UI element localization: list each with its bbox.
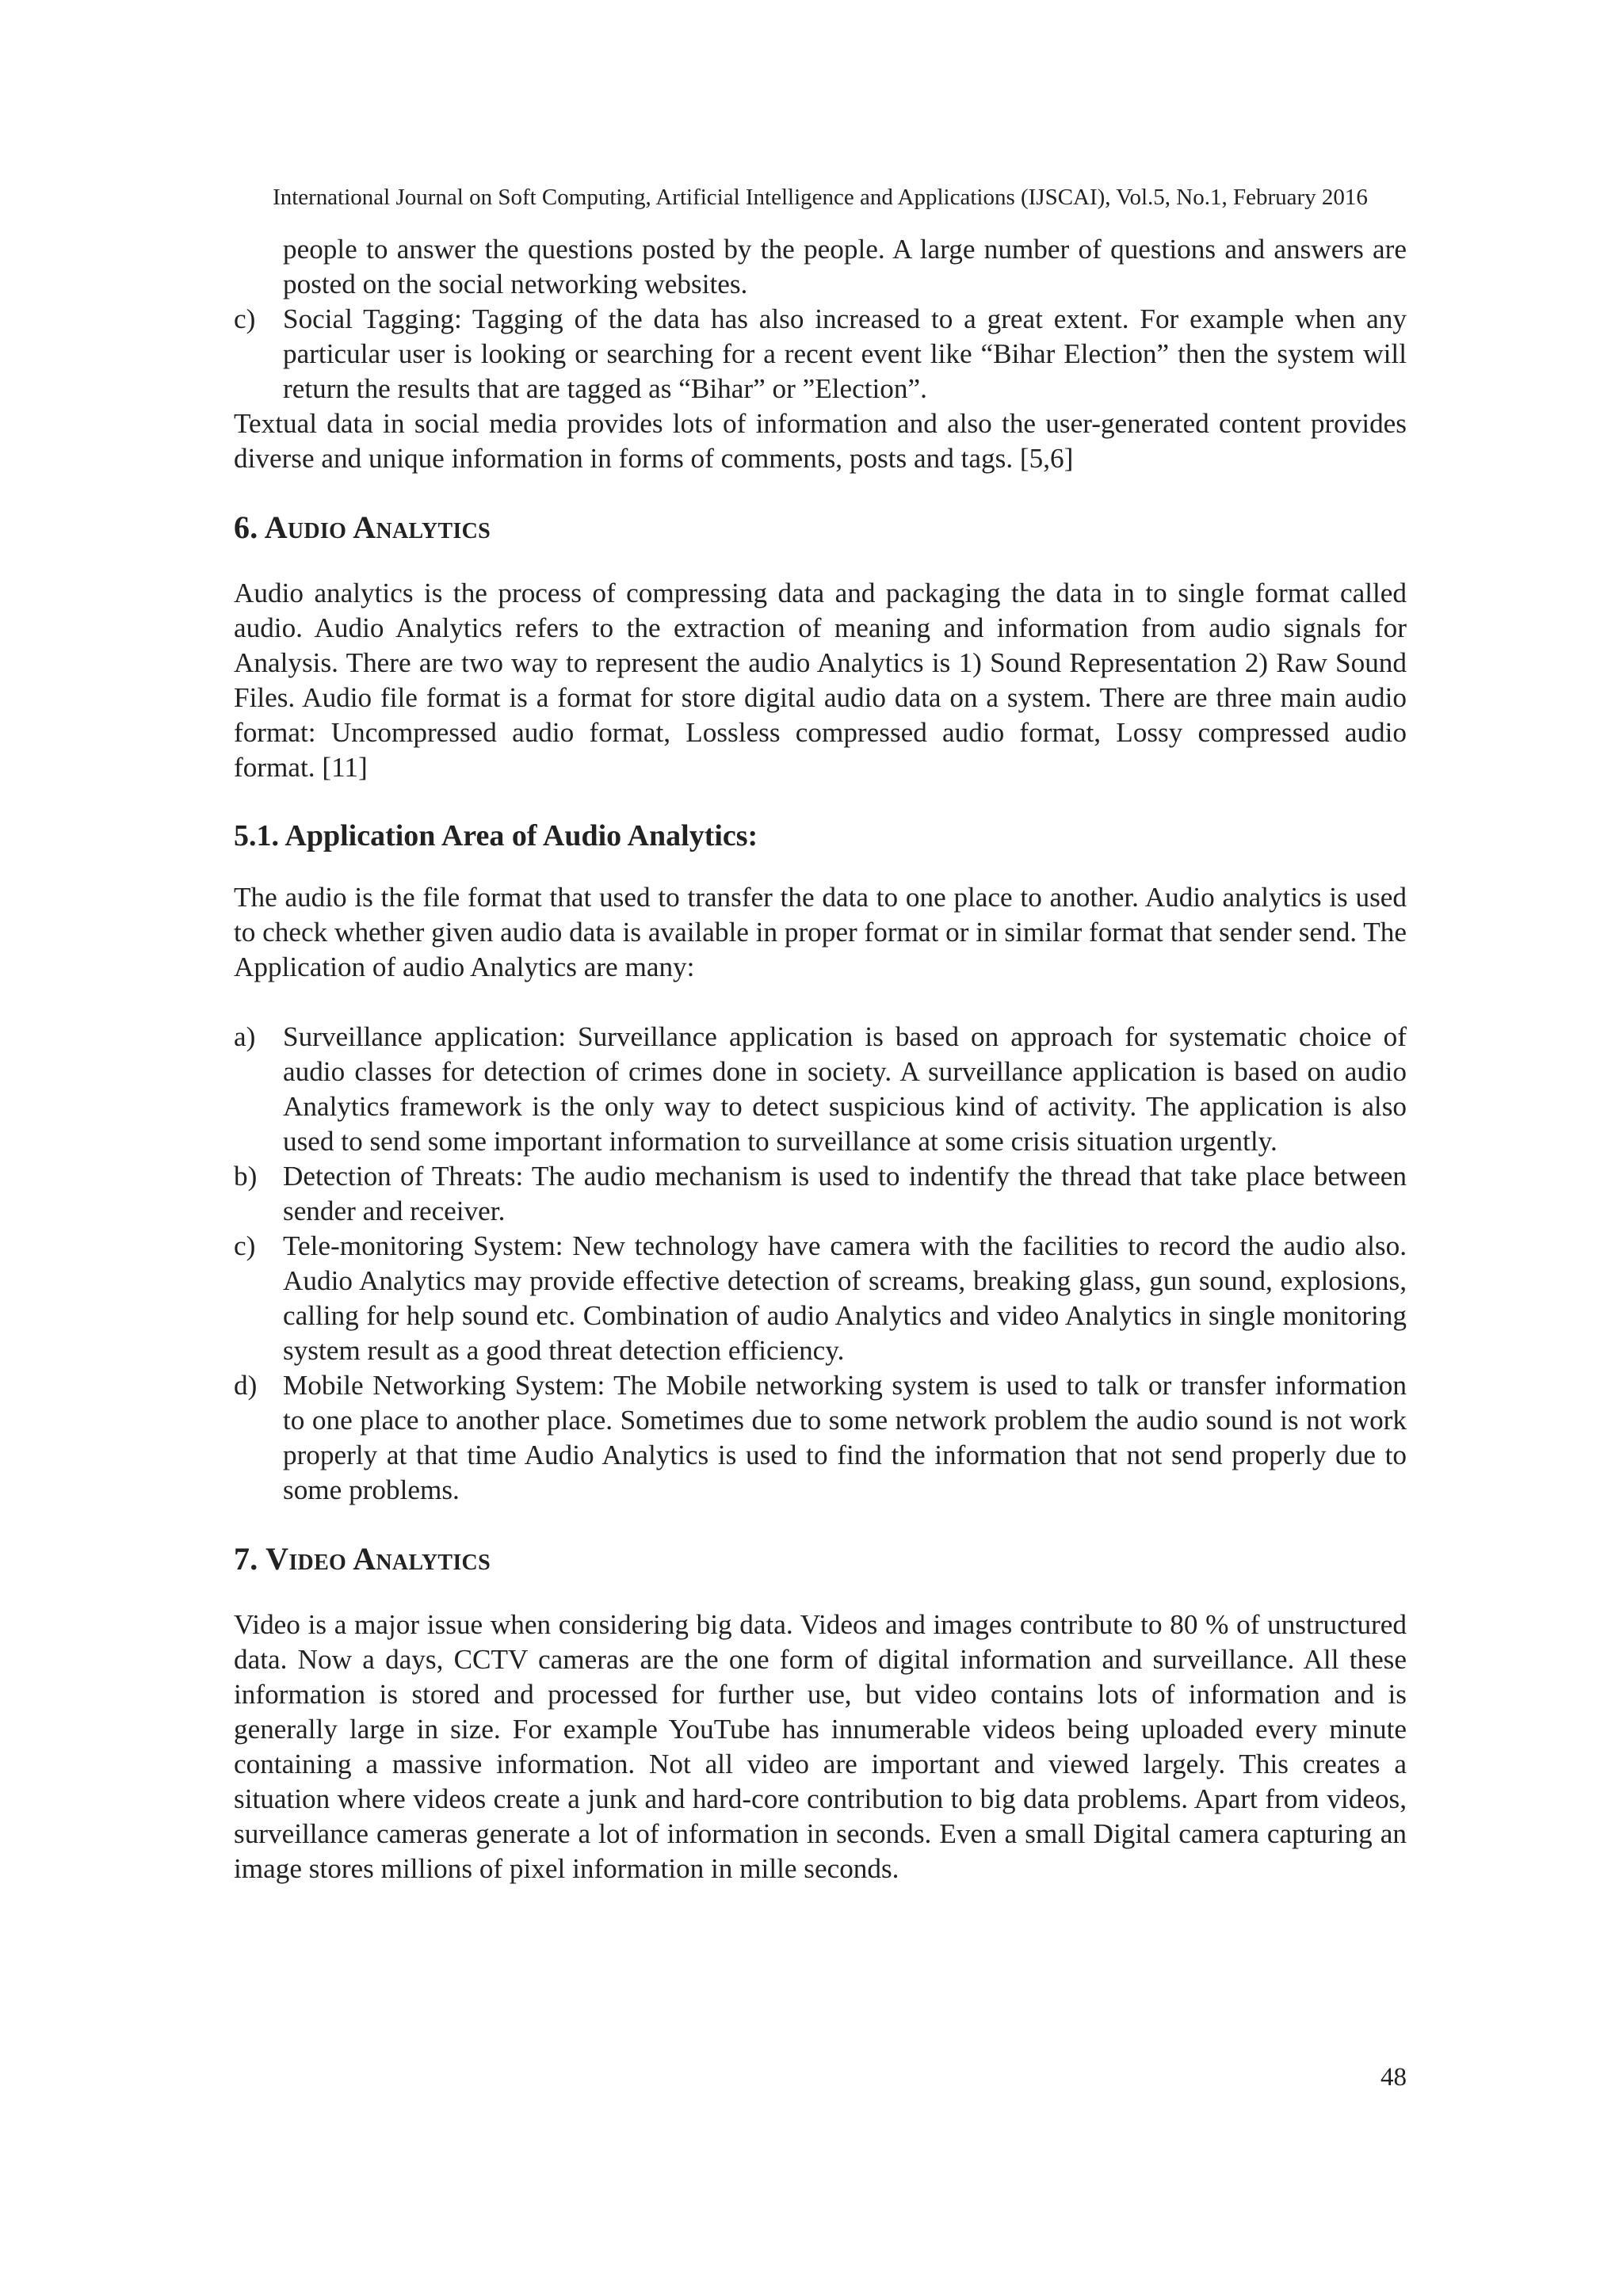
list-item: [234, 1159, 1407, 1229]
applications-list: [234, 1020, 1407, 1508]
section-heading-video-analytics: 7. Video Analytics: [234, 1541, 491, 1577]
list-item: [234, 1020, 1407, 1159]
section-heading-audio-analytics: 6. Audio Analytics: [234, 509, 491, 545]
page-number: 48: [1381, 2063, 1407, 2092]
continued-list: [234, 302, 1407, 406]
list-marker: c): [234, 1230, 256, 1261]
paragraph: Textual data in social media provides lots of information and also the user-generated content provides diverse and unique information in forms of comments, posts and tags. [5,6]: [234, 408, 1407, 474]
list-marker: a): [234, 1021, 256, 1052]
list-item: [234, 302, 1407, 406]
list-marker: d): [234, 1370, 258, 1401]
list-item-text: Social Tagging: Tagging of the data has also increased to a great extent. For example when any particular user is looking or searching for a recent event like “Bihar Election” then the system will return the results that are tagged as “Bihar” or ”Election”.: [283, 303, 1407, 404]
list-item-text: Detection of Threats: The audio mechanism is used to indentify the thread that take place between sender and receiver.: [283, 1161, 1407, 1226]
paragraph: The audio is the file format that used to transfer the data to one place to another. Audio analytics is used to check whether given audio data is available in proper format or in similar format that sender send. The Application of audio Analytics are many:: [234, 882, 1407, 982]
subsection-heading-application-area: 5.1. Application Area of Audio Analytics:: [234, 819, 758, 852]
list-item-text: Surveillance application: Surveillance application is based on approach for systematic choice of audio classes for detection of crimes done in society. A surveillance application is based on audio Analytics framework is the only way to detect suspicious kind of activity. The application is also used to send some important information to surveillance at some crisis situation urgently.: [283, 1021, 1407, 1157]
list-marker: c): [234, 303, 256, 334]
list-item-text: Tele-monitoring System: New technology have camera with the facilities to record the audio also. Audio Analytics may provide effective detection of screams, breaking glass, gun sound, explosions, calling for help sound etc. Combination of audio Analytics and video Analytics in single monitoring system result as a good threat detection efficiency.: [283, 1230, 1407, 1366]
list-item: [234, 1229, 1407, 1368]
running-header: International Journal on Soft Computing, Artificial Intelligence and Applications (IJSCAI), Vol.5, No.1, February 2016: [273, 185, 1368, 210]
paragraph-gap: [234, 985, 1407, 1020]
paragraph: Audio analytics is the process of compressing data and packaging the data in to single format called audio. Audio Analytics refers to the extraction of meaning and information from audio signals for Analysis. There are two way to represent the audio Analytics is 1) Sound Representation 2) Raw Sound Files. Audio file format is a format for store digital audio data on a system. There are three main audio format: Uncompressed audio format, Lossless compressed audio format, Lossy compressed audio format. [11]: [234, 578, 1407, 783]
page-body: [234, 232, 1407, 1886]
paragraph: Video is a major issue when considering big data. Videos and images contribute to 80 % of unstructured data. Now a days, CCTV cameras are the one form of digital information and surveillance. All these information is stored and processed for further use, but video contains lots of information and is generally large in size. For example YouTube has innumerable videos being uploaded every minute containing a massive information. Not all video are important and viewed largely. This creates a situation where videos create a junk and hard-core contribution to big data problems. Apart from videos, surveillance cameras generate a lot of information in seconds. Even a small Digital camera capturing an image stores millions of pixel information in mille seconds.: [234, 1609, 1407, 1884]
list-marker: b): [234, 1161, 258, 1192]
continued-fragment: people to answer the questions posted by the people. A large number of questions and answers are posted on the social networking websites.: [283, 234, 1407, 299]
list-item-text: Mobile Networking System: The Mobile networking system is used to talk or transfer information to one place to another place. Sometimes due to some network problem the audio sound is not work properly at that time Audio Analytics is used to find the information that not send properly due to some problems.: [283, 1370, 1407, 1505]
list-item: [234, 1368, 1407, 1508]
